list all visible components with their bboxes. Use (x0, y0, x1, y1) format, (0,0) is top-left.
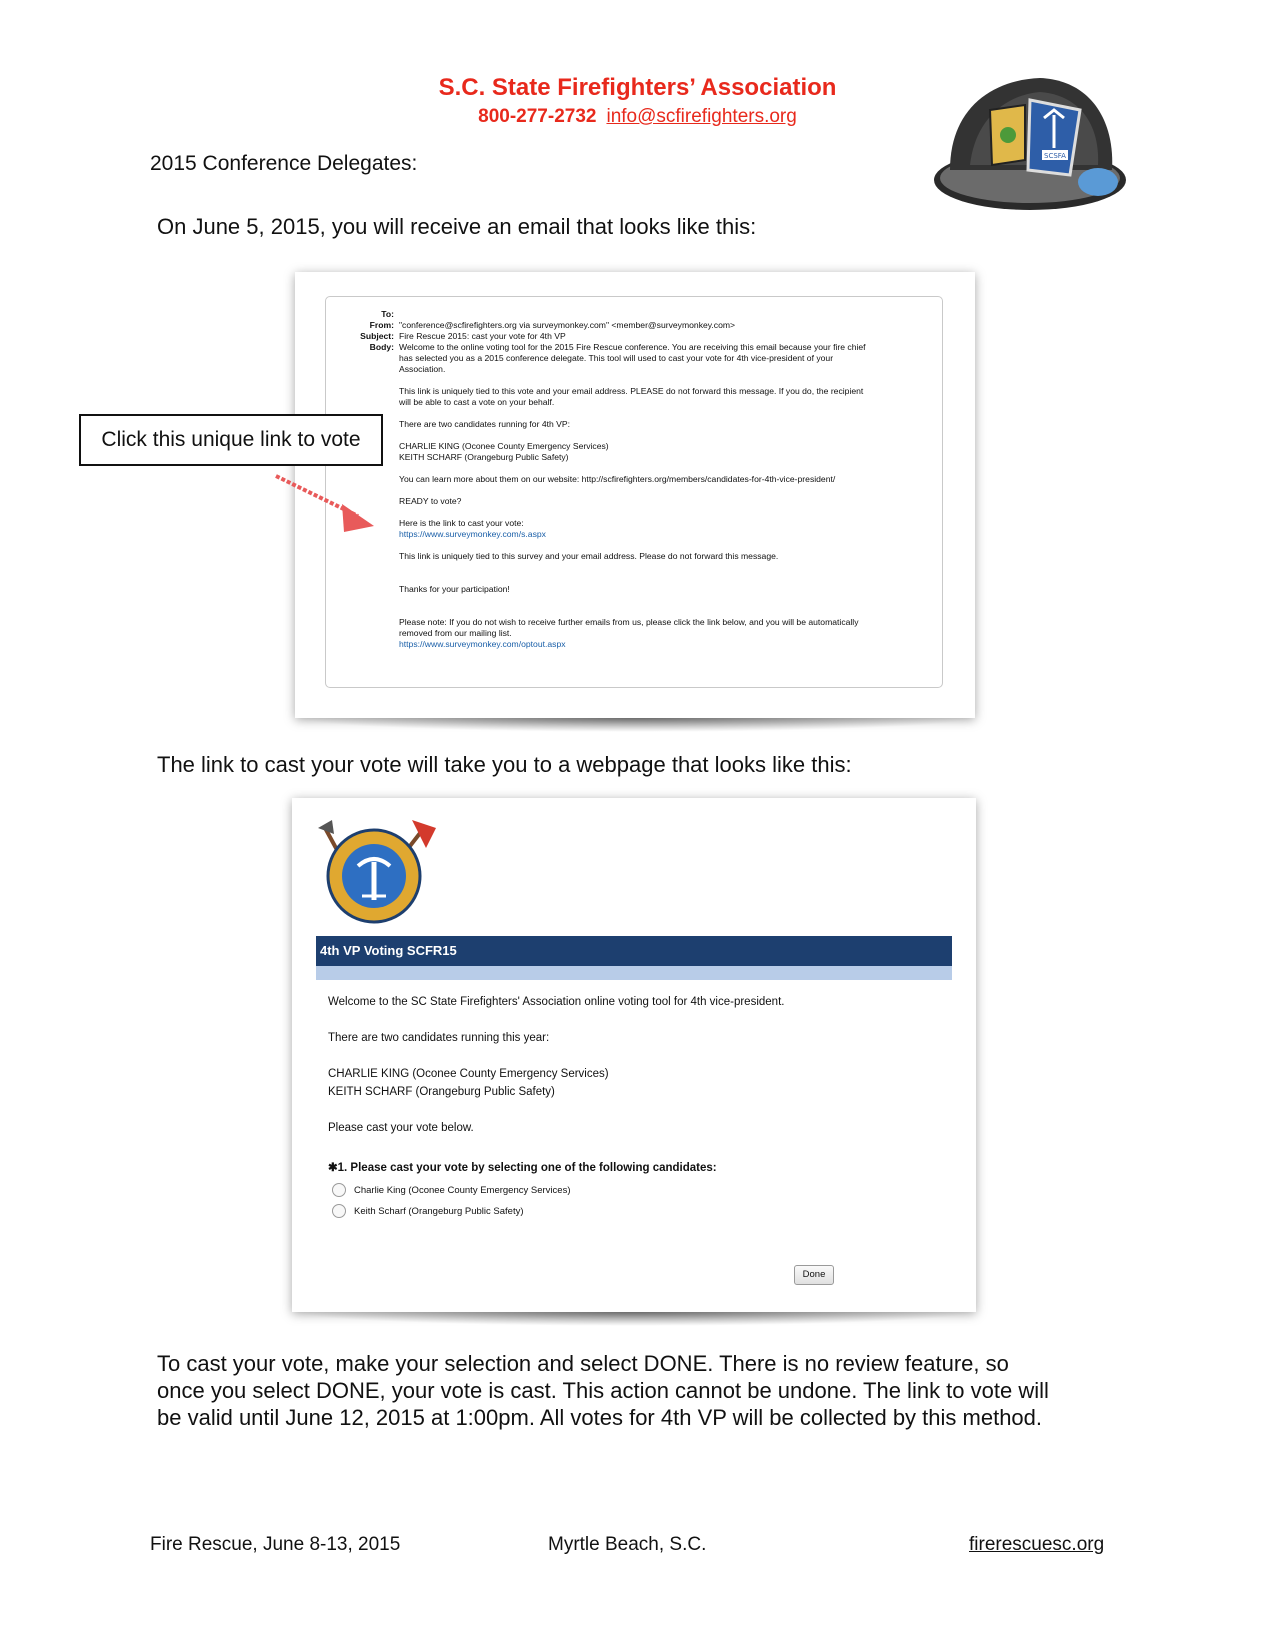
email-card-shadow (295, 718, 975, 732)
option-keith-scharf[interactable] (332, 1204, 524, 1218)
note-line-1: Please note: If you do not wish to receive further emails from us, please click the link below, and you will be automatically (399, 617, 859, 627)
link-text: The link to cast your vote will take you to a webpage that looks like this: (157, 752, 852, 777)
thanks-text: Thanks for your participation! (399, 584, 510, 594)
body-label: Body: (369, 342, 394, 352)
association-title: S.C. State Firefighters’ Association (438, 74, 837, 101)
vote-link[interactable]: https://www.surveymonkey.com/s.aspx (399, 529, 546, 539)
greeting: 2015 Conference Delegates: (150, 152, 418, 175)
option-charlie-king[interactable] (332, 1183, 570, 1197)
note-line-2: removed from our mailing list. (399, 628, 512, 638)
survey-cast-below: Please cast your vote below. (328, 1122, 474, 1134)
radio-charlie-king[interactable] (332, 1183, 346, 1197)
unique-line-1: This link is uniquely tied to this vote and your email address. PLEASE do not forward this message. If you do, the recipient (399, 386, 864, 396)
instructions-text: To cast your vote, make your selection and select DONE. There is no review feature, so once you select DONE, your vote is cast. This action cannot be undone. The link to vote will be valid until June 12, 2015 at 1:00pm. All votes for 4th VP will be collected by this method. (157, 1351, 1049, 1430)
required-star-icon: ✱ (328, 1162, 338, 1174)
subject-value: Fire Rescue 2015: cast your vote for 4th VP (399, 331, 566, 341)
survey-screenshot (292, 798, 976, 1312)
footer-event: Fire Rescue, June 8-13, 2015 (150, 1534, 401, 1555)
footer-location: Myrtle Beach, S.C. (548, 1534, 707, 1555)
learn-more: You can learn more about them on our website: http://scfirefighters.org/members/candidates-for-4th-vice-president/ (399, 474, 836, 484)
firefighter-helmet-icon (930, 70, 1130, 220)
email-screenshot (295, 272, 975, 718)
email-link[interactable]: info@scfirefighters.org (606, 106, 797, 127)
vote-link-callout: Click this unique link to vote (79, 414, 383, 466)
optout-link[interactable]: https://www.surveymonkey.com/optout.aspx (399, 639, 566, 649)
survey-candidate-1: CHARLIE KING (Oconee County Emergency Services) (328, 1068, 609, 1080)
body-line-2: has selected you as a 2015 conference delegate. This tool will used to cast your vote for 4th vice-president of your (399, 353, 834, 363)
survey-question (328, 1160, 717, 1174)
body-line-1: Welcome to the online voting tool for the 2015 Fire Rescue conference. You are receiving this email because your fire chief (399, 342, 866, 352)
body-line-3: Association. (399, 364, 446, 374)
subject-label: Subject: (360, 331, 394, 341)
survey-welcome: Welcome to the SC State Firefighters' Association online voting tool for 4th vice-president. (328, 996, 785, 1008)
footer-website-link[interactable]: firerescuesc.org (969, 1534, 1105, 1555)
email-fields (326, 309, 929, 650)
candidate-1: CHARLIE KING (Oconee County Emergency Services) (399, 441, 609, 451)
scsfa-logo-icon (314, 818, 444, 928)
question-text: 1. Please cast your vote by selecting one of the following candidates: (337, 1162, 717, 1174)
red-arrow-icon (270, 470, 390, 540)
radio-keith-scharf[interactable] (332, 1204, 346, 1218)
survey-candidates-intro: There are two candidates running this year: (328, 1032, 550, 1044)
option-2-label: Keith Scharf (Orangeburg Public Safety) (354, 1205, 524, 1217)
from-value: "conference@scfirefighters.org via surveymonkey.com" <member@surveymonkey.com> (399, 320, 736, 330)
candidate-2: KEITH SCHARF (Orangeburg Public Safety) (399, 452, 569, 462)
link-intro: Here is the link to cast your vote: (399, 518, 524, 528)
survey-title-bar: 4th VP Voting SCFR15 (316, 936, 952, 966)
survey-card-shadow (292, 1312, 976, 1326)
candidates-intro: There are two candidates running for 4th VP: (399, 419, 571, 429)
helmet-badge-text: SCSFA (1044, 152, 1066, 160)
survey-tied: This link is uniquely tied to this survey and your email address. Please do not forward this message. (399, 551, 779, 561)
intro-text: On June 5, 2015, you will receive an email that looks like this: (157, 214, 757, 239)
phone-number: 800-277-2732 (478, 106, 597, 127)
ready-text: READY to vote? (399, 496, 462, 506)
survey-candidate-2: KEITH SCHARF (Orangeburg Public Safety) (328, 1086, 555, 1098)
survey-subbar (316, 966, 952, 980)
from-label: From: (369, 320, 394, 330)
to-label: To: (381, 309, 394, 319)
done-button[interactable]: Done (794, 1265, 834, 1285)
unique-line-2: will be able to cast a vote on your behalf. (399, 397, 555, 407)
option-1-label: Charlie King (Oconee County Emergency Services) (354, 1184, 571, 1196)
email-panel (325, 296, 943, 688)
